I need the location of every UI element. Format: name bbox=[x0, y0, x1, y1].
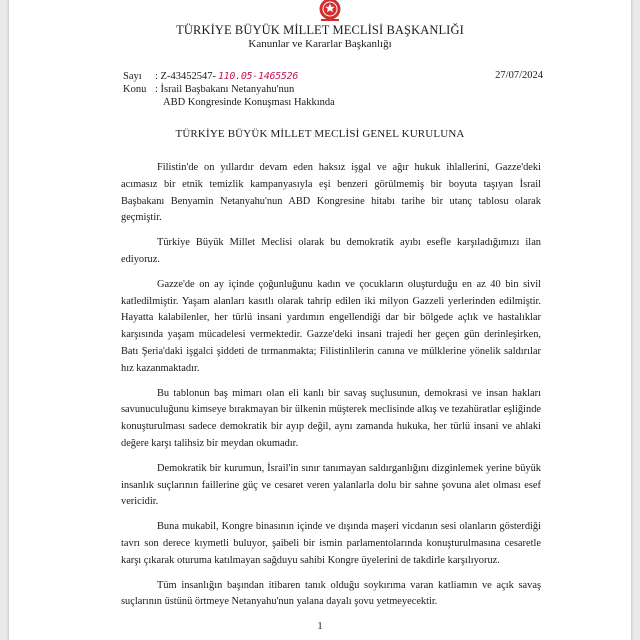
handwritten-reference: 110.05-1465526 bbox=[217, 71, 299, 82]
paragraph: Türkiye Büyük Millet Meclisi olarak bu demokratik ayıbı esefle karşıladığımızı ilan ediyoruz. bbox=[121, 237, 541, 265]
konu-value-line2: ABD Kongresinde Konuşması Hakkında bbox=[163, 97, 335, 108]
konu-value-line1: : İsrail Başbakanı Netanyahu'nun bbox=[155, 84, 295, 95]
reference-number-line bbox=[123, 70, 298, 83]
paragraph: Gazze'de on ay içinde çoğunluğunu kadın ve çocukların oluşturduğu en az 40 bin sivil katledilmiştir. Yaşam alanları kasıtlı olarak tahrip edilen iki milyon Gazzeli yerlerinden edilmiştir. Hayatta kalabilenler, her türlü insani yardımın engellendiği dar bir bölgede açlık ve hastalıklar karşısında yaşam mücadelesi vermektedir. Gazze'deki insani trajedi her geçen gün derinleşirken, Batı Şeria'daki işgalci şiddeti de tırmanmakta; Filistinlilerin canına ve mülklerine yönelik saldırılar hız kazanmaktadır. bbox=[121, 278, 541, 374]
document-body bbox=[121, 160, 541, 619]
sayi-value: : Z-43452547- bbox=[155, 71, 216, 82]
document-title: TÜRKİYE BÜYÜK MİLLET MECLİSİ GENEL KURULUNA bbox=[175, 128, 465, 140]
department-name: Kanunlar ve Kararlar Başkanlığı bbox=[248, 38, 392, 50]
paragraph: Demokratik bir kurumun, İsrail'in sınır tanımayan saldırganlığını dizginlemek yerine büyük insanlık suçlarının faillerine güç ve cesaret veren yalanlarla dolu bir sahne şovuna alet olması esef vericidir. bbox=[121, 462, 541, 508]
document-date: 27/07/2024 bbox=[495, 70, 543, 81]
institution-name: TÜRKİYE BÜYÜK MİLLET MECLİSİ BAŞKANLIĞI bbox=[176, 23, 464, 37]
paragraph: Tüm insanlığın başından itibaren tanık olduğu soykırıma varan katliamın ve açık savaş suçlarının üstünü örtmeye Netanyahu'nun yalana dayalı şovu yetmeyecektir. bbox=[121, 579, 541, 608]
page-number: 1 bbox=[317, 620, 323, 632]
sayi-label: Sayı bbox=[123, 71, 142, 82]
tbmm-emblem-icon bbox=[315, 0, 345, 24]
paragraph: Bu tablonun baş mimarı olan eli kanlı bir savaş suçlusunun, demokrasi ve insan hakları savunuculuğunu kimseye bırakmayan bir ülkenin müşterek meclisinde alkış ve tezahüratlar eşliğinde konuşturulması sadece demokratik bir ayıp değil, aynı zamanda hukuka, her türlü insani ve ahlaki değere karşı talihsiz bir meydan okumadır. bbox=[121, 387, 541, 449]
konu-label: Konu bbox=[123, 84, 147, 95]
paragraph: Filistin'de on yıllardır devam eden haksız işgal ve ağır hukuk ihlallerini, Gazze'deki acımasız bir etnik temizlik kampanyasıyla eşi benzeri görülmemiş bir boyuta taşıyan İsrail Başbakanı Benyamin Netanyahu'nun ABD Kongresine hitabı tarihe bir utanç tablosu olarak geçmiştir. bbox=[121, 162, 541, 224]
paragraph: Buna mukabil, Kongre binasının içinde ve dışında maşeri vicdanın sesi olanların gösterdiği tavrı son derece kıymetli buluyor, şaibeli bir ismin parlamentolarında konuşturulmasına cesaretle karşı çıkarak oturuma katılmayan sağduyu sahibi Kongre üyelerini de takdirle karşılıyoruz. bbox=[121, 521, 541, 566]
subject-line bbox=[123, 83, 294, 96]
document-page bbox=[9, 0, 631, 640]
